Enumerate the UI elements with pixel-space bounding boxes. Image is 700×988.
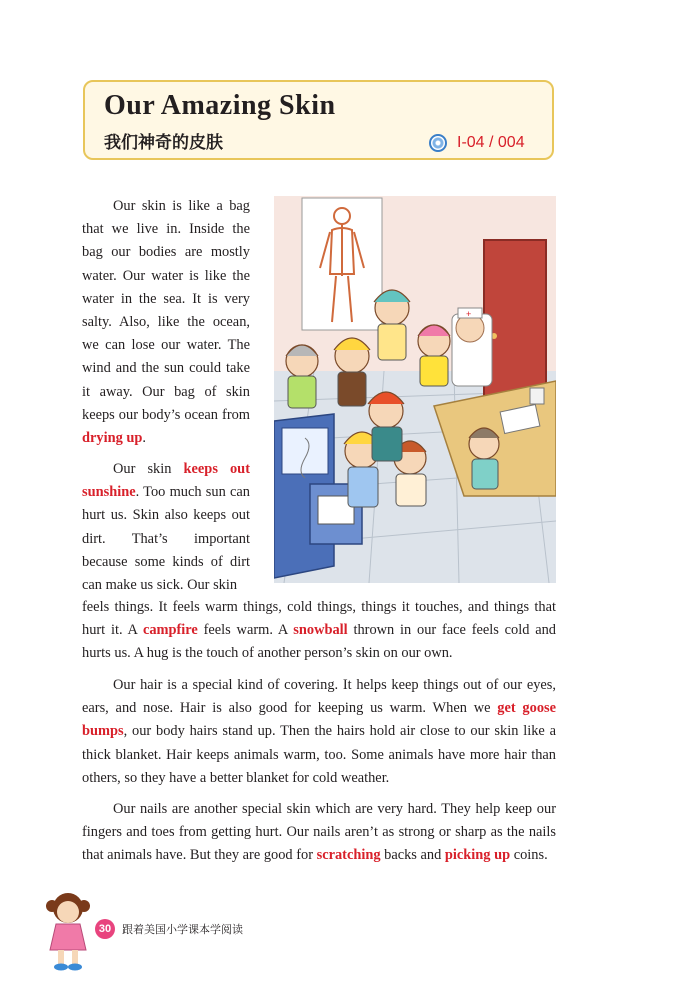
page-title: Our Amazing Skin xyxy=(104,90,336,121)
keyword-get-goose-bumps: get goose bumps xyxy=(82,700,557,740)
keyword-scratching: scratching xyxy=(316,847,381,864)
page-subtitle-chinese: 我们神奇的皮肤 xyxy=(104,133,223,153)
keyword-snowball: snowball xyxy=(293,622,348,639)
keyword-keeps-out-sunshine: keeps out sunshine xyxy=(82,461,250,501)
keyword-drying-up: drying up xyxy=(82,430,143,447)
paragraph-2: Our skin keeps out sunshine. Too much sun can hurt us. Skin also keeps out dirt. That’s important because some kinds of dirt can make us sick. Our skin xyxy=(82,461,250,594)
cd-icon[interactable] xyxy=(429,134,447,152)
title-banner xyxy=(83,80,554,160)
svg-text:+: + xyxy=(466,309,472,319)
page-number: 30 xyxy=(95,919,115,939)
girl-mascot-icon xyxy=(38,888,98,972)
book-title-footer: 跟着美国小学课本学阅读 xyxy=(122,923,243,936)
paragraph-4: Our nails are another special skin which are very hard. They help keep our fingers and toes from getting hurt. Our nails aren’t as strong or sharp as the nails that animals have. But they are good for scratching backs and picking up coins. xyxy=(82,801,556,864)
audio-track-label[interactable] xyxy=(429,134,525,152)
doctor-office-illustration xyxy=(274,196,556,583)
keyword-campfire: campfire xyxy=(142,622,198,639)
paragraph-2-continued: feels things. It feels warm things, cold things, things it touches, and things that hurt it. A campfire feels warm. A snowball thrown in our face feels cold and hurts us. A hug is the touch of another person’s skin on our own. xyxy=(82,599,556,662)
paragraph-3: Our hair is a special kind of covering. It helps keep things out of our eyes, ears, and nose. Hair is also good for keeping us warm. When we get goose bumps, our body hairs stand up. Then the hairs hold air close to our skin like a thick blanket. Hair keeps animals warm, too. Some animals have more hair than others, so they have a better blanket for cold weather. xyxy=(82,677,557,786)
paragraph-1: Our skin is like a bag that we live in. Inside the bag our bodies are mostly water. Our water is like the water in the sea. It is very salty. Also, like the ocean, we can lose our water. The wind and the sun could take it away. Our bag of skin keeps our body’s ocean from drying up. xyxy=(82,198,250,447)
keyword-picking-up: picking up xyxy=(444,847,511,864)
audio-track-number: I-04 / 004 xyxy=(457,134,525,151)
